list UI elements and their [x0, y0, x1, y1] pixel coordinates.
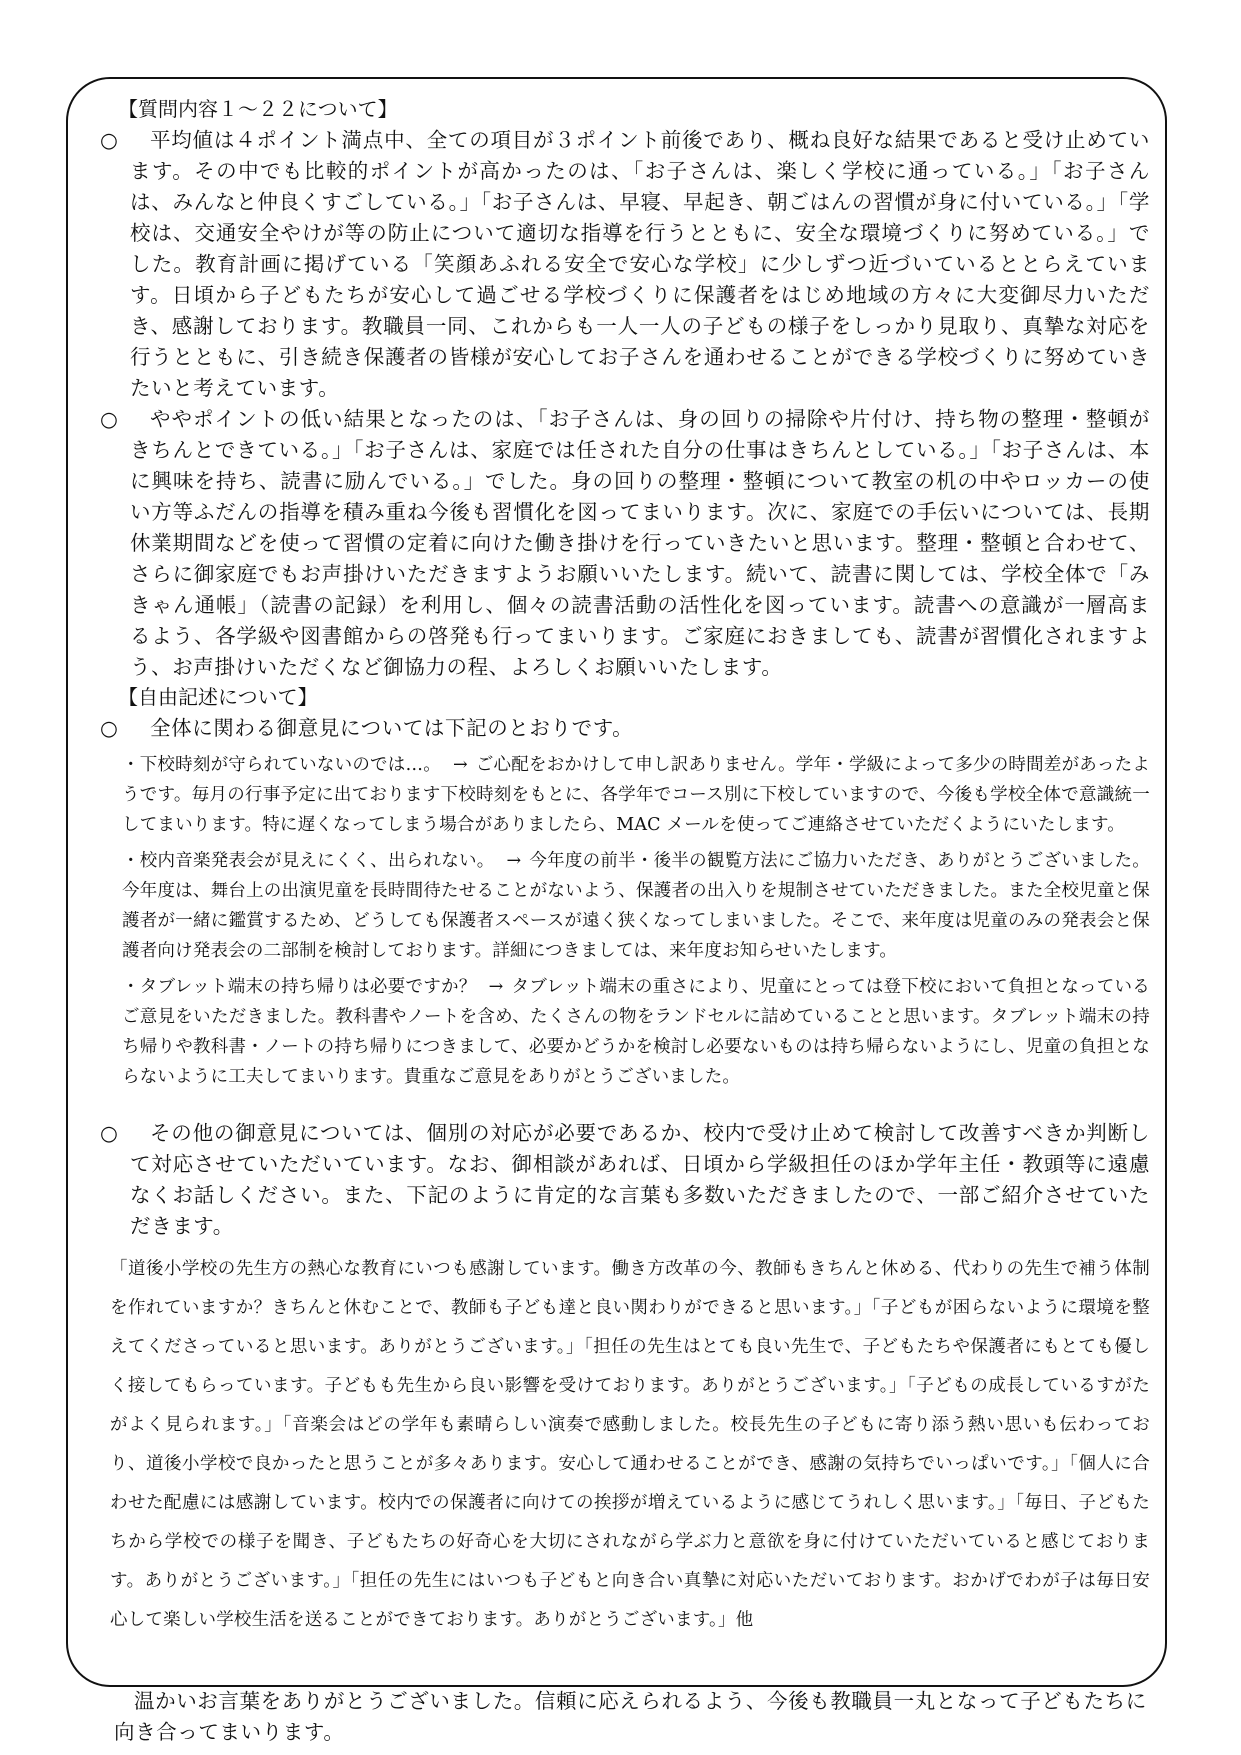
feedback-question: ・校内音楽発表会が見えにくく、出られない。	[122, 851, 495, 871]
arrow-right-icon: →	[506, 851, 522, 871]
positive-quotes: 「道後小学校の先生方の熱心な教育にいつも感謝しています。働き方改革の今、教師もきちんと休める、代わりの先生で補う体制を作れていますか？きちんと休むことで、教師も子ども達と良い関わりができると思います。」「子どもが困らないように環境を整えてくださっていると思います。ありがとうございます。」「担任の先生はとても良い先生で、子どもたちや保護者にもとても優しく接してもらっています。子どもも先生から良い影響を受けております。ありがとうございます。」「子どもの成長しているすがたがよく見られます。」「音楽会はどの学年も素晴らしい演奏で感動しました。校長先生の子どもに寄り添う熱い思いも伝わっており、道後小学校で良かったと思うことが多々あります。安心して通わせることができ、感謝の気持ちでいっぱいです。」「個人に合わせた配慮には感謝しています。校内での保護者に向けての挨拶が増えているように感じてうれしく思います。」「毎日、子どもたちから学校での様子を聞き、子どもたちの好奇心を大切にされながら学ぶ力と意欲を身に付けていただいていると感じております。ありがとうございます。」「担任の先生にはいつも子どもと向き合い真摯に対応いただいております。おかげでわが子は毎日安心して楽しい学校生活を送ることができております。ありがとうございます。」他	[110, 1259, 1150, 1630]
paragraph-other-opinions	[100, 1118, 1150, 1242]
paragraph-high-scores	[100, 125, 1150, 404]
circle-bullet-icon: ○	[100, 716, 119, 740]
paragraph-text: その他の御意見については、個別の対応が必要であるか、校内で受け止めて検討して改善すべきか判断して対応させていただいています。なお、御相談があれば、日頃から学級担任のほか学年主任・教頭等に遠慮なくお話しください。また、下記のように肯定的な言葉も多数いただきましたので、一部ご紹介させていただきます。	[130, 1121, 1150, 1238]
arrow-right-icon: →	[488, 977, 504, 997]
document-body	[100, 95, 1150, 1748]
feedback-answer: 今年度の前半・後半の観覧方法にご協力いただき、ありがとうございました。今年度は、舞台上の出演児童を長時間待たせることがないよう、保護者の出入りを規制させていただきました。また全校児童と保護者が一緒に鑑賞するため、どうしても保護者スペースが遠く狭くなってしまいました。そこで、来年度は児童のみの発表会と保護者向け発表会の二部制を検討しております。詳細につきましては、来年度お知らせいたします。	[122, 851, 1150, 961]
feedback-item-tablet	[122, 972, 1150, 1092]
feedback-answer: タブレット端末の重さにより、児童にとっては登下校において負担となっているご意見をいただきました。教科書やノートを含め、たくさんの物をランドセルに詰めていることと思います。タブレット端末の持ち帰りや教科書・ノートの持ち帰りにつきまして、必要かどうかを検討し必要ないものは持ち帰らないようにし、児童の負担とならないように工夫してまいります。貴重なご意見をありがとうございました。	[122, 977, 1150, 1087]
circle-bullet-icon: ○	[100, 1121, 119, 1145]
feedback-item-music-recital	[122, 846, 1150, 966]
feedback-question: ・下校時刻が守られていないのでは…。	[122, 755, 441, 775]
feedback-item-dismissal	[122, 750, 1150, 840]
section-heading-questions: 【質問内容１～２２について】	[118, 97, 398, 121]
closing-message	[114, 1686, 1150, 1748]
circle-bullet-icon: ○	[100, 128, 119, 152]
feedback-answer: ご心配をおかけして申し訳ありません。学年・学級によって多少の時間差があったようです。毎月の行事予定に出ております下校時刻をもとに、各学年でコース別に下校していますので、今後も学校全体で意識統一してまいります。特に遅くなってしまう場合がありましたら、MAC メールを使ってご連絡させていただくようにいたします。	[122, 755, 1150, 835]
paragraph-overall-opinions	[100, 713, 1150, 744]
paragraph-text: 全体に関わる御意見については下記のとおりです。	[150, 716, 634, 740]
circle-bullet-icon: ○	[100, 407, 119, 431]
section-heading-free-comments: 【自由記述について】	[118, 685, 318, 709]
feedback-question: ・タブレット端末の持ち帰りは必要ですか？	[122, 977, 477, 997]
paragraph-text: ややポイントの低い結果となったのは、「お子さんは、身の回りの掃除や片付け、持ち物の整理・整頓がきちんとできている。」「お子さんは、家庭では任された自分の仕事はきちんとしている。」「お子さんは、本に興味を持ち、読書に励んでいる。」でした。身の回りの整理・整頓について教室の机の中やロッカーの使い方等ふだんの指導を積み重ね今後も習慣化を図ってまいります。次に、家庭での手伝いについては、長期休業期間などを使って習慣の定着に向けた働き掛けを行っていきたいと思います。整理・整頓と合わせて、さらに御家庭でもお声掛けいただきますようお願いいたします。続いて、読書に関しては、学校全体で「みきゃん通帳」（読書の記録）を利用し、個々の読書活動の活性化を図っています。読書への意識が一層高まるよう、各学級や図書館からの啓発も行ってまいります。ご家庭におきましても、読書が習慣化されますよう、お声掛けいただくなど御協力の程、よろしくお願いいたします。	[130, 407, 1150, 679]
paragraph-text: 平均値は４ポイント満点中、全ての項目が３ポイント前後であり、概ね良好な結果であると受け止めています。その中でも比較的ポイントが高かったのは、「お子さんは、楽しく学校に通っている。」「お子さんは、みんなと仲良くすごしている。」「お子さんは、早寝、早起き、朝ごはんの習慣が身に付いている。」「学校は、交通安全やけが等の防止について適切な指導を行うとともに、安全な環境づくりに努めている。」でした。教育計画に掲げている「笑顔あふれる安全で安心な学校」に少しずつ近づいているととらえています。日頃から子どもたちが安心して過ごせる学校づくりに保護者をはじめ地域の方々に大変御尽力いただき、感謝しております。教職員一同、これからも一人一人の子どもの様子をしっかり見取り、真摯な対応を行うとともに、引き続き保護者の皆様が安心してお子さんを通わせることができる学校づくりに努めていきたいと考えています。	[130, 128, 1150, 400]
closing-text: 温かいお言葉をありがとうございました。信頼に応えられるよう、今後も教職員一丸となって子どもたちに向き合ってまいります。	[114, 1689, 1147, 1744]
paragraph-low-scores	[100, 404, 1150, 683]
arrow-right-icon: →	[452, 755, 468, 775]
